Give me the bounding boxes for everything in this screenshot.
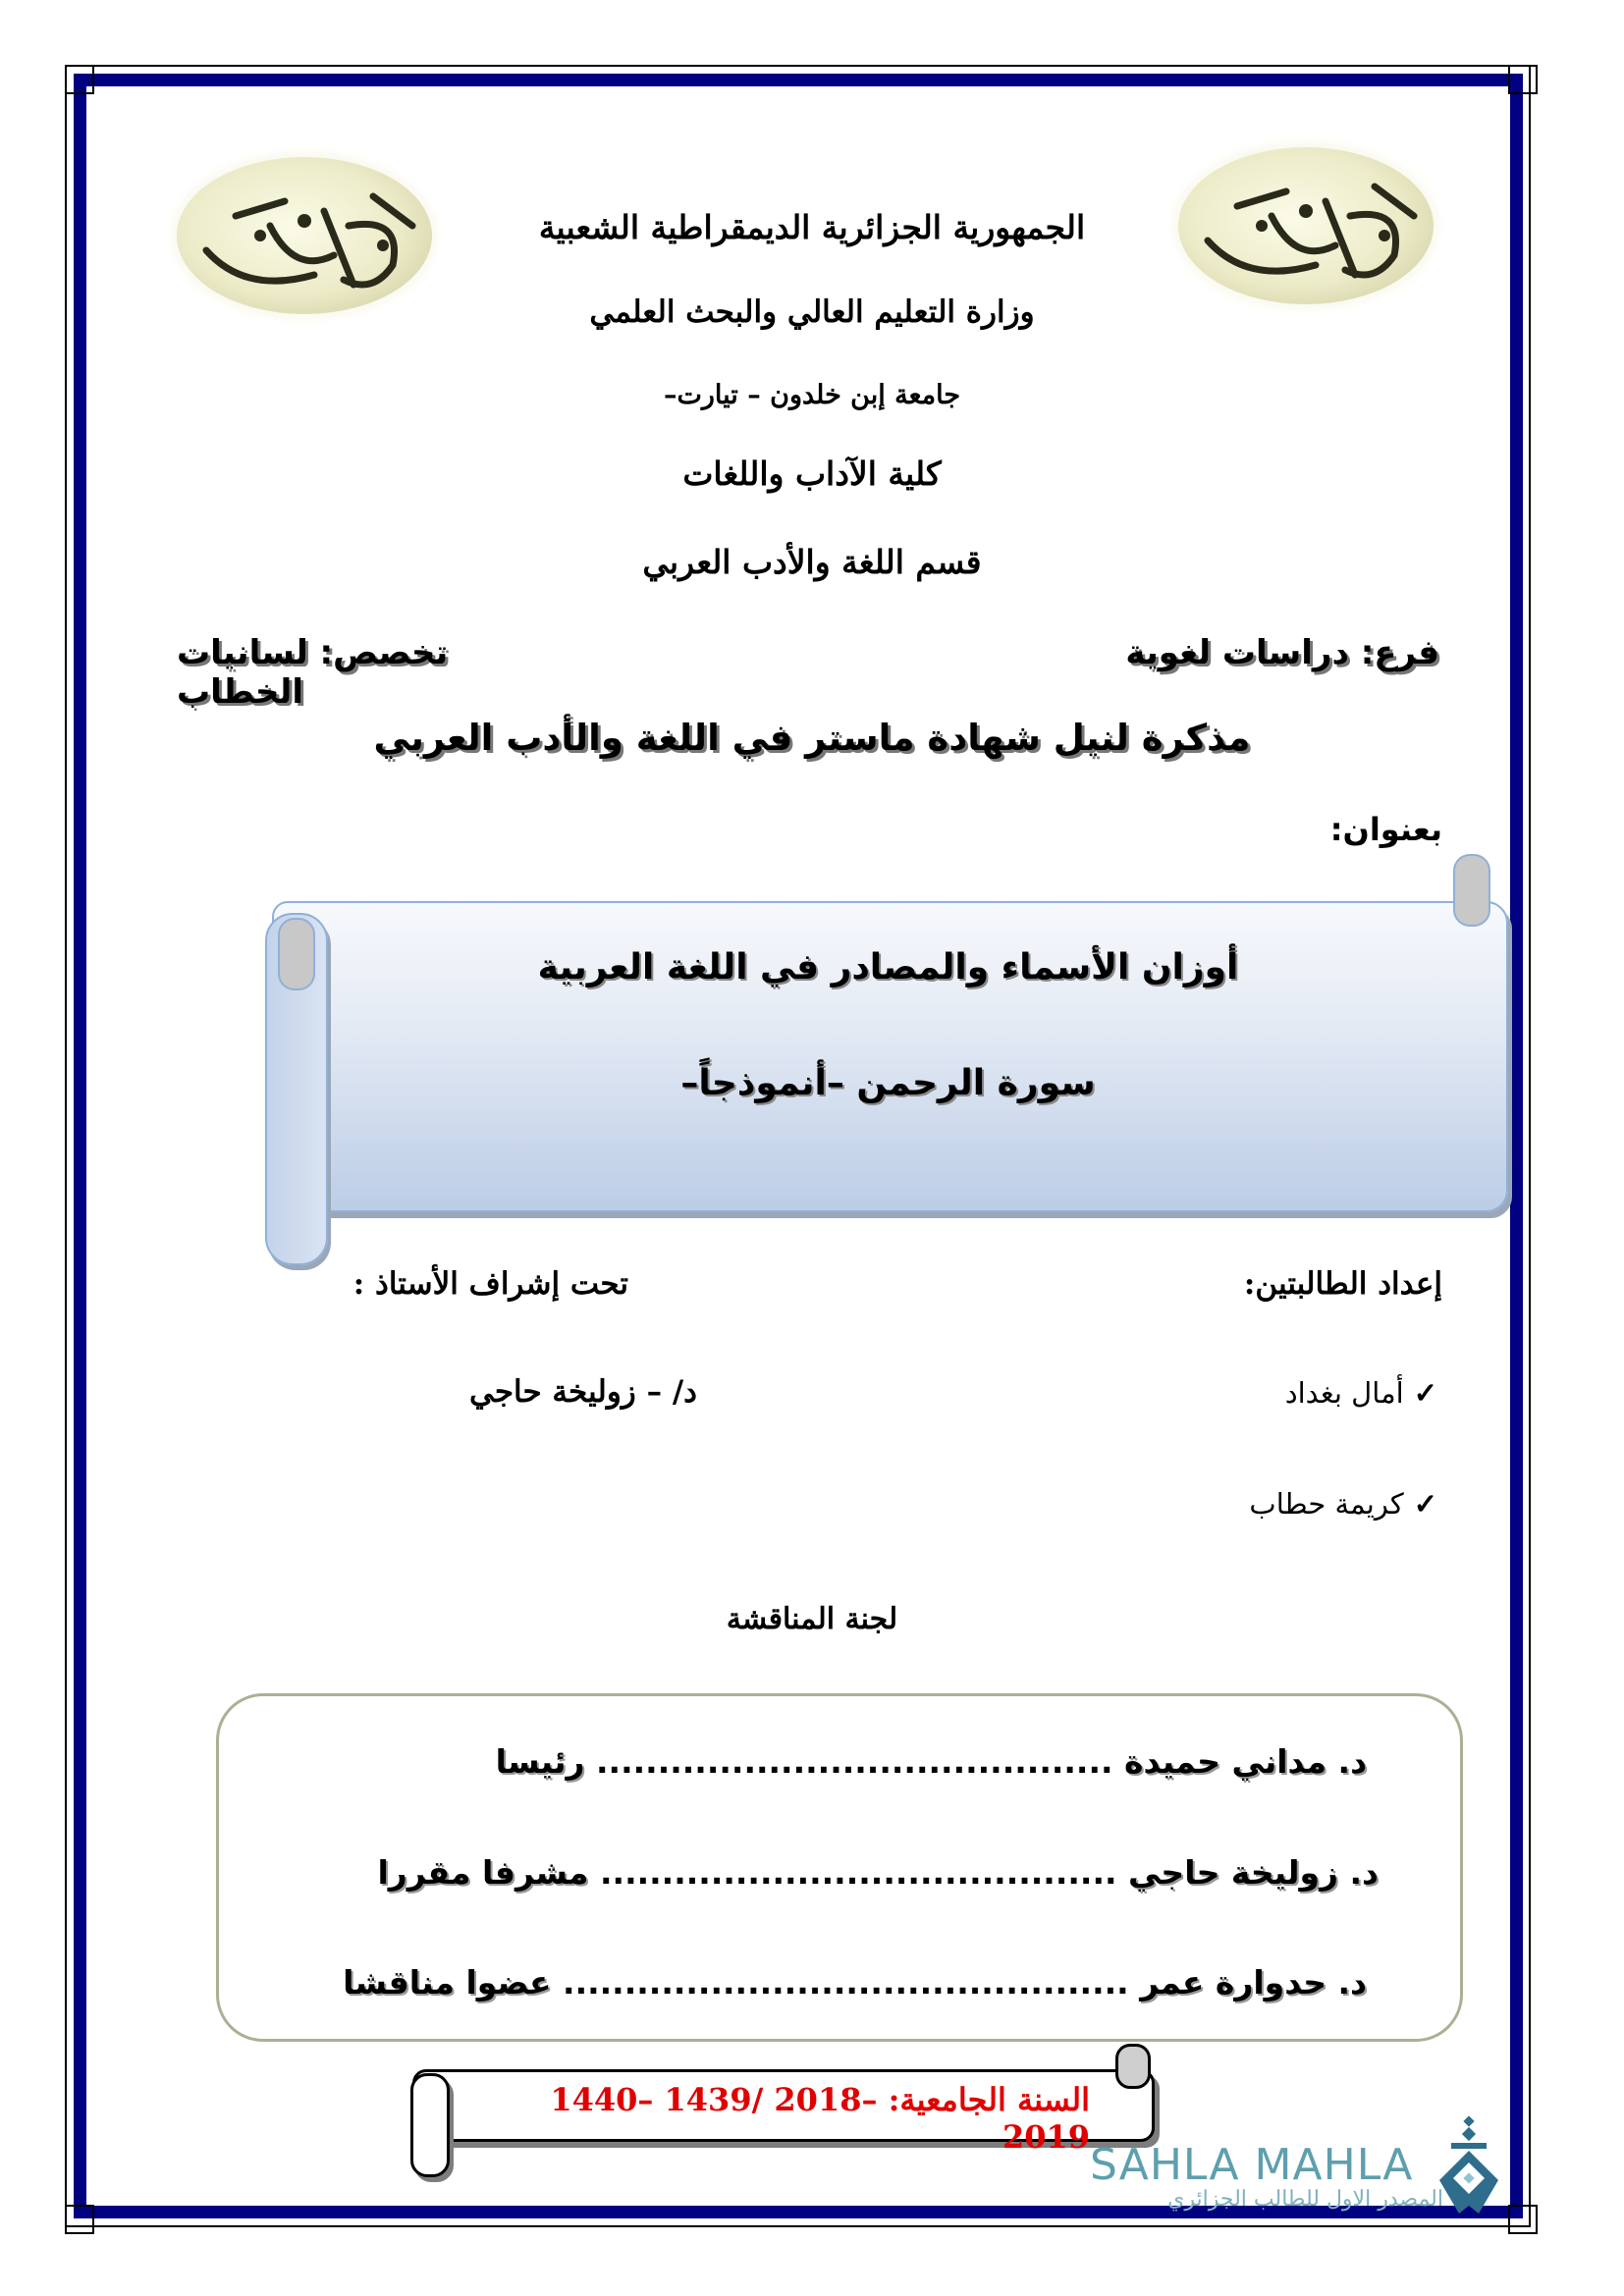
specialty-label: تخصص: لسانيات الخطاب xyxy=(177,633,449,712)
faculty-name: كلية الآداب واللغات xyxy=(682,454,942,493)
university-name: جامعة إبن خلدون – تيارت– xyxy=(663,380,961,410)
watermark-brand: SAHLA MAHLA xyxy=(1090,2140,1414,2190)
border-corner-top-right xyxy=(1508,65,1538,94)
member-role: مشرفا مقررا xyxy=(377,1853,589,1892)
sahla-mahla-logo-icon xyxy=(1435,2115,1504,2223)
student-item-1 xyxy=(1285,1376,1437,1410)
member-name: د. حدوارة عمر xyxy=(1140,1963,1367,2002)
committee-member-2 xyxy=(377,1853,1379,1892)
committee-label: لجنة المناقشة xyxy=(726,1602,898,1636)
member-dots: .......................................... xyxy=(596,1742,1113,1781)
republic-name: الجمهورية الجزائرية الديمقراطية الشعبية xyxy=(538,208,1086,246)
students-label: إعداد الطالبتين: xyxy=(1243,1266,1442,1302)
student-item-2 xyxy=(1249,1487,1437,1521)
member-role: عضوا مناقشا xyxy=(343,1963,552,2002)
committee-member-1 xyxy=(496,1742,1367,1781)
checkmark-icon: ✓ xyxy=(1413,1487,1437,1521)
student-name: أمال بغداد xyxy=(1284,1376,1404,1410)
academic-year-value: 1440– 1439/ 2018– 2019 xyxy=(550,2081,1090,2156)
scroll-curl-icon xyxy=(1453,854,1490,927)
member-role: رئيسا xyxy=(495,1742,585,1781)
committee-member-3 xyxy=(343,1963,1367,2002)
member-dots: .......................................... xyxy=(600,1853,1117,1892)
border-corner-bottom-left xyxy=(65,2205,94,2234)
border-corner-bottom-right xyxy=(1508,2205,1538,2234)
member-name: د. زوليخة حاجي xyxy=(1128,1853,1379,1892)
thesis-title-line1: أوزان الأسماء والمصادر في اللغة العربية xyxy=(537,947,1239,988)
thesis-type: مذكرة لنيل شهادة ماستر في اللغة والأدب العربي xyxy=(373,717,1251,759)
academic-year xyxy=(457,2081,1090,2156)
supervisor-label: تحت إشراف الأستاذ : xyxy=(352,1266,628,1302)
thesis-title-line2: سورة الرحمن –أنموذجاً– xyxy=(680,1063,1096,1103)
branch-label: فرع: دراسات لغوية xyxy=(1125,633,1439,672)
scroll-curl-icon xyxy=(410,2073,450,2177)
member-name: د. مداني حميدة xyxy=(1124,1742,1367,1781)
watermark-tagline: المصدر الاول للطالب الجزائري xyxy=(1167,2187,1443,2212)
ministry-name: وزارة التعليم العالي والبحث العلمي xyxy=(589,294,1035,330)
supervisor-name: د/ – زوليخة حاجي xyxy=(469,1374,697,1410)
border-corner-top-left xyxy=(65,65,94,94)
member-dots: .............................................. xyxy=(563,1963,1129,2002)
checkmark-icon: ✓ xyxy=(1413,1376,1437,1410)
department-name: قسم اللغة والأدب العربي xyxy=(642,543,982,581)
title-label: بعنوان: xyxy=(1329,811,1442,848)
student-name: كريمة حطاب xyxy=(1249,1487,1404,1521)
scroll-curl-icon xyxy=(1115,2044,1151,2089)
academic-year-label: السنة الجامعية: xyxy=(888,2081,1090,2118)
